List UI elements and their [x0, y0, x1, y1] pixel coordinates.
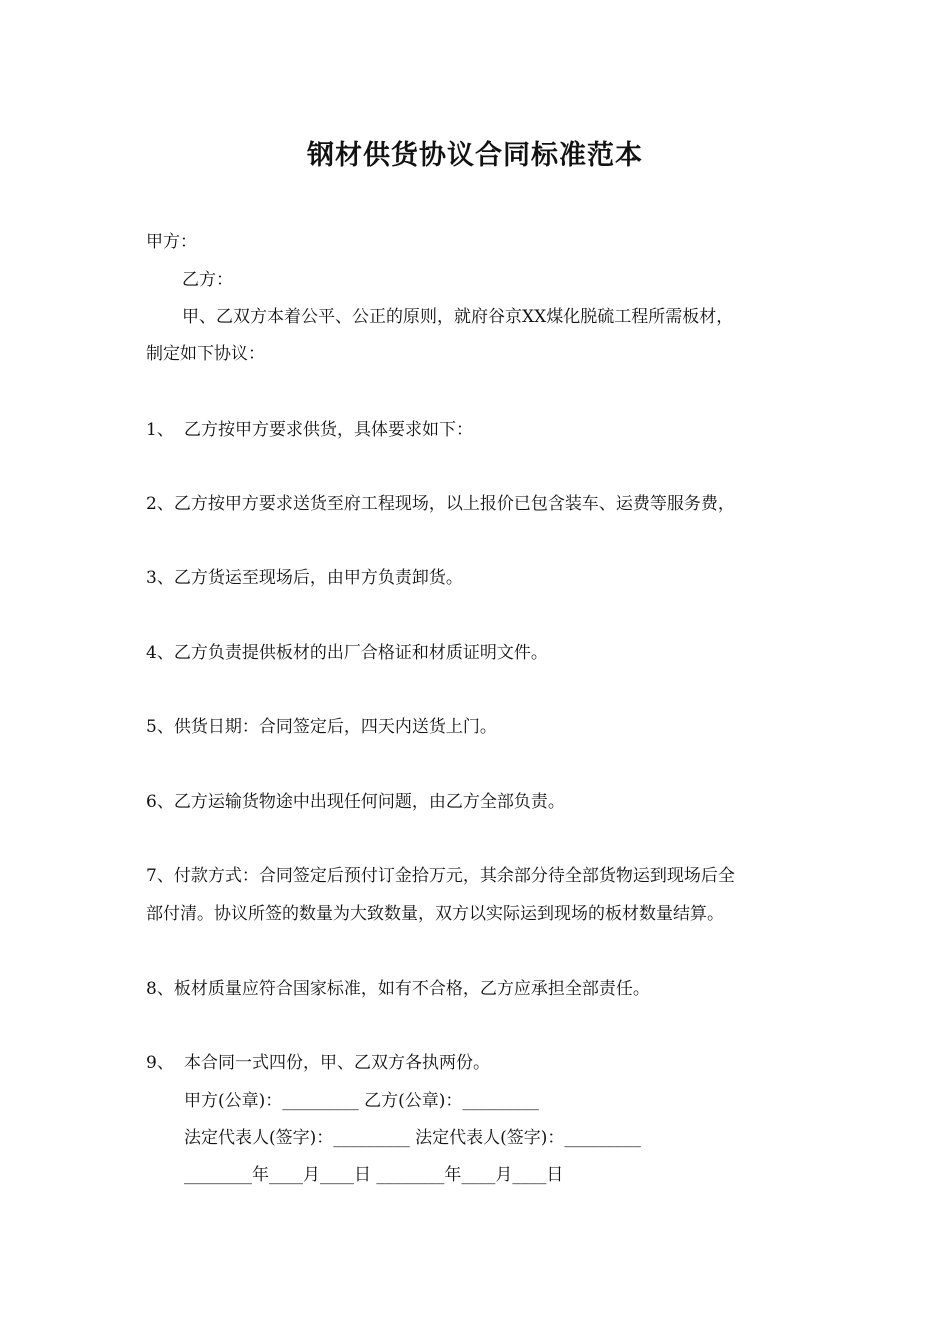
party-a-label: 甲方：	[146, 232, 197, 252]
clause-3: 3、乙方货运至现场后，由甲方负责卸货。	[146, 568, 463, 588]
document-title: 钢材供货协议合同标准范本	[307, 140, 643, 171]
clause-4: 4、乙方负责提供板材的出厂合格证和材质证明文件。	[146, 643, 548, 663]
clause-9-text: 本合同一式四份，甲、乙双方各执两份。	[184, 1053, 490, 1073]
clause-1-number: 1、	[146, 420, 174, 440]
party-b-label: 乙方：	[182, 270, 233, 290]
clause-6: 6、乙方运输货物途中出现任何问题，由乙方全部负责。	[146, 792, 565, 812]
clause-2: 2、乙方按甲方要求送货至府工程现场，以上报价已包含装车、运费等服务费，	[146, 494, 735, 514]
clause-7-line-2: 部付清。协议所签的数量为大致数量，双方以实际运到现场的板材数量结算。	[146, 904, 724, 924]
seal-signature-line: 甲方(公章)：_________ 乙方(公章)：_________	[184, 1091, 539, 1111]
clause-5: 5、供货日期：合同签定后，四天内送货上门。	[146, 717, 497, 737]
clause-8: 8、板材质量应符合国家标准，如有不合格，乙方应承担全部责任。	[146, 979, 650, 999]
intro-paragraph-line-1: 甲、乙双方本着公平、公正的原则，就府谷京XX煤化脱硫工程所需板材，	[182, 307, 734, 327]
clause-7-line-1: 7、付款方式：合同签定后预付订金拾万元，其余部分待全部货物运到现场后全	[146, 866, 735, 886]
date-line: ________年____月____日 ________年____月____日	[184, 1165, 564, 1185]
intro-paragraph-line-2: 制定如下协议：	[146, 344, 265, 364]
representative-signature-line: 法定代表人(签字)：_________ 法定代表人(签字)：_________	[184, 1128, 641, 1148]
clause-9-number: 9、	[146, 1053, 174, 1073]
clause-1-text: 乙方按甲方要求供货，具体要求如下：	[184, 420, 473, 440]
